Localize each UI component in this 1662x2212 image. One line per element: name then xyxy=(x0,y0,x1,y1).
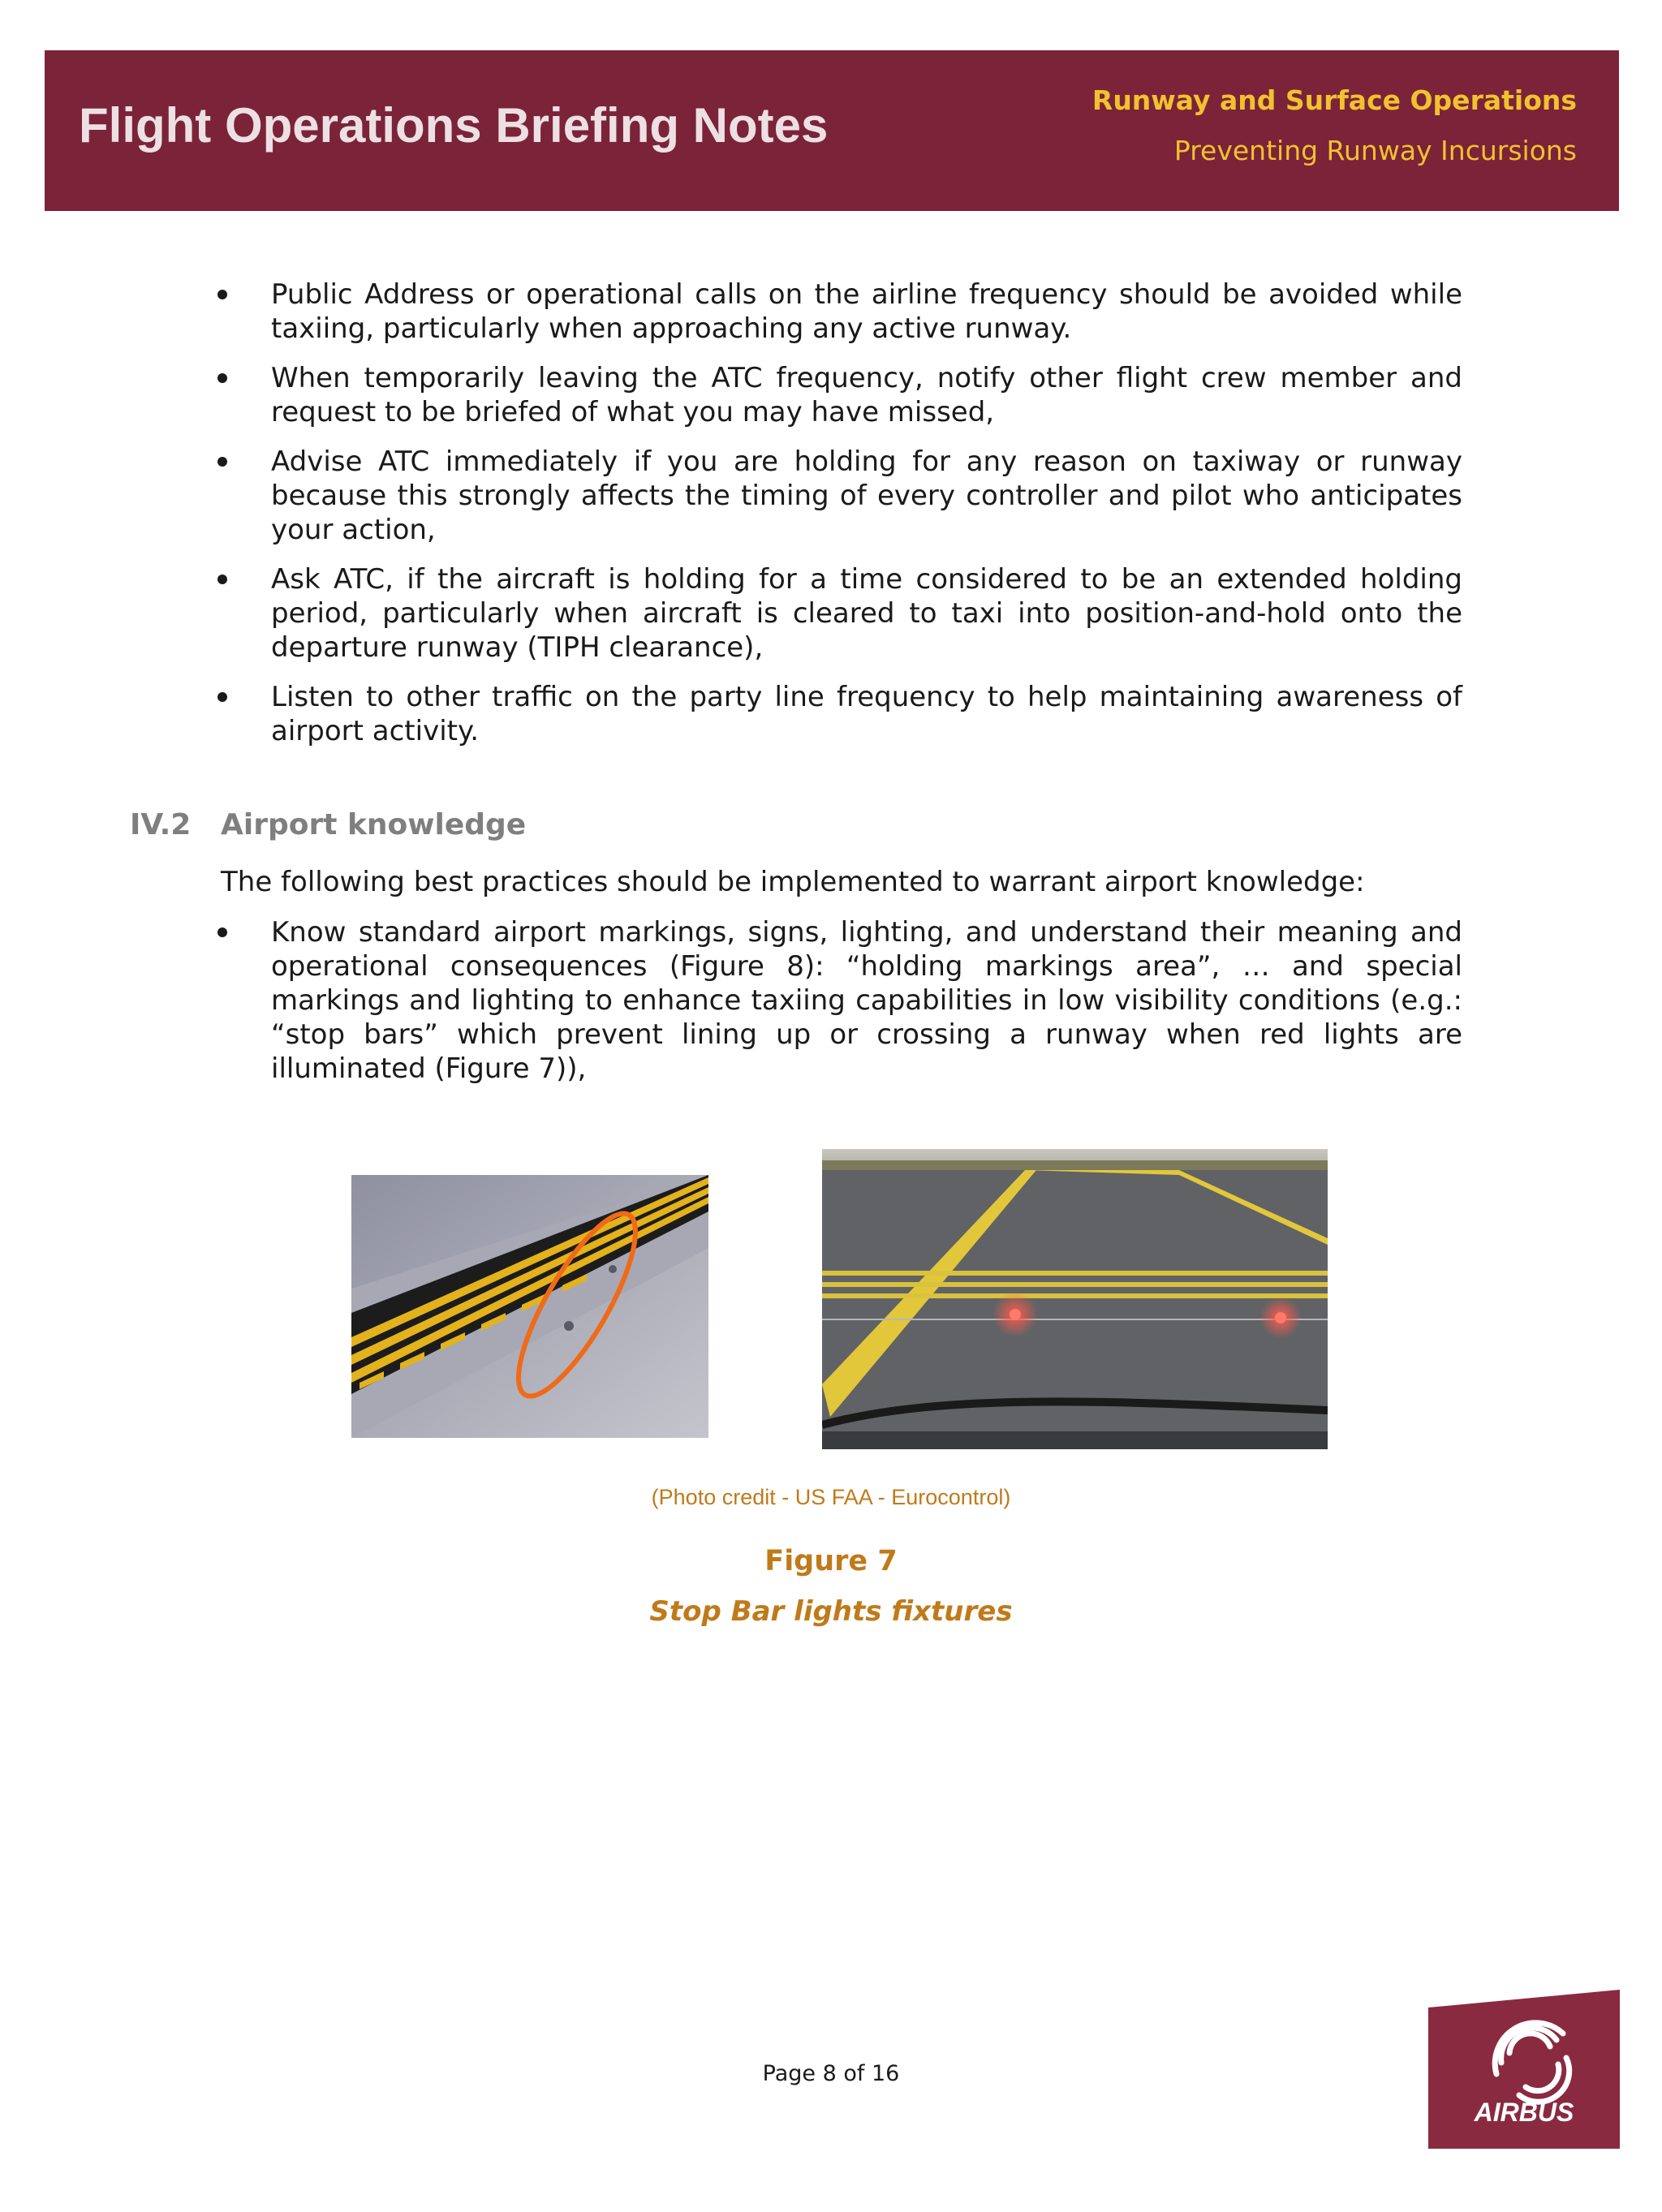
photo-holding-markings xyxy=(351,1175,708,1438)
list-item: Know standard airport markings, signs, lighting, and understand their meaning and operational consequences (Figure 8): “holding markings area”, … and special markings and lighting to enhance taxiing capabilities in low visibility conditions (e.g.: “stop bars” which prevent lining up or crossing a runway when red lights are illuminated (Figure 7)), xyxy=(213,915,1462,1086)
list-item: When temporarily leaving the ATC frequency, notify other flight crew member and request to be briefed of what you may have missed, xyxy=(213,361,1462,429)
list-item: Listen to other traffic on the party line frequency to help maintaining awareness of airport activity. xyxy=(213,680,1462,748)
holding-markings-image xyxy=(351,1175,708,1438)
bullet-icon xyxy=(217,457,227,467)
page-header xyxy=(45,50,1619,211)
bullet-icon xyxy=(217,927,227,937)
section-intro: The following best practices should be implemented to warrant airport knowledge: xyxy=(221,866,1365,898)
bullet-list-top xyxy=(213,278,1462,764)
list-item: Public Address or operational calls on the airline frequency should be avoided while taxiing, particularly when approaching any active runway. xyxy=(213,278,1462,346)
airbus-logo xyxy=(1428,1990,1620,2149)
logo-text: AIRBUS xyxy=(1474,2098,1574,2127)
photo-stop-bar xyxy=(822,1149,1328,1449)
photo-credit: (Photo credit - US FAA - Eurocontrol) xyxy=(651,1485,1011,1509)
list-item: Advise ATC immediately if you are holding for any reason on taxiway or runway because this strongly affects the timing of every controller and pilot who anticipates your action, xyxy=(213,445,1462,547)
document-topic: Preventing Runway Incursions xyxy=(1173,135,1577,166)
page-number: Page 8 of 16 xyxy=(762,2061,900,2086)
section-title: Airport knowledge xyxy=(221,808,527,841)
bullet-list-section xyxy=(213,915,1462,1101)
document-title: Flight Operations Briefing Notes xyxy=(79,98,829,153)
bullet-icon xyxy=(217,692,227,702)
bullet-icon xyxy=(217,373,227,383)
bullet-icon xyxy=(217,575,227,584)
figure-caption: Stop Bar lights fixtures xyxy=(649,1595,1013,1628)
stop-bar-image xyxy=(822,1149,1328,1449)
bullet-icon xyxy=(217,290,227,299)
document-category: Runway and Surface Operations xyxy=(1091,84,1577,116)
section-number: IV.2 xyxy=(130,808,192,841)
airbus-logo-icon xyxy=(1428,1990,1620,2149)
list-item: Ask ATC, if the aircraft is holding for a time considered to be an extended holding period, particularly when aircraft is cleared to taxi into position-and-hold onto the departure runway (TIPH clearance), xyxy=(213,562,1462,665)
figure-label: Figure 7 xyxy=(764,1545,898,1577)
